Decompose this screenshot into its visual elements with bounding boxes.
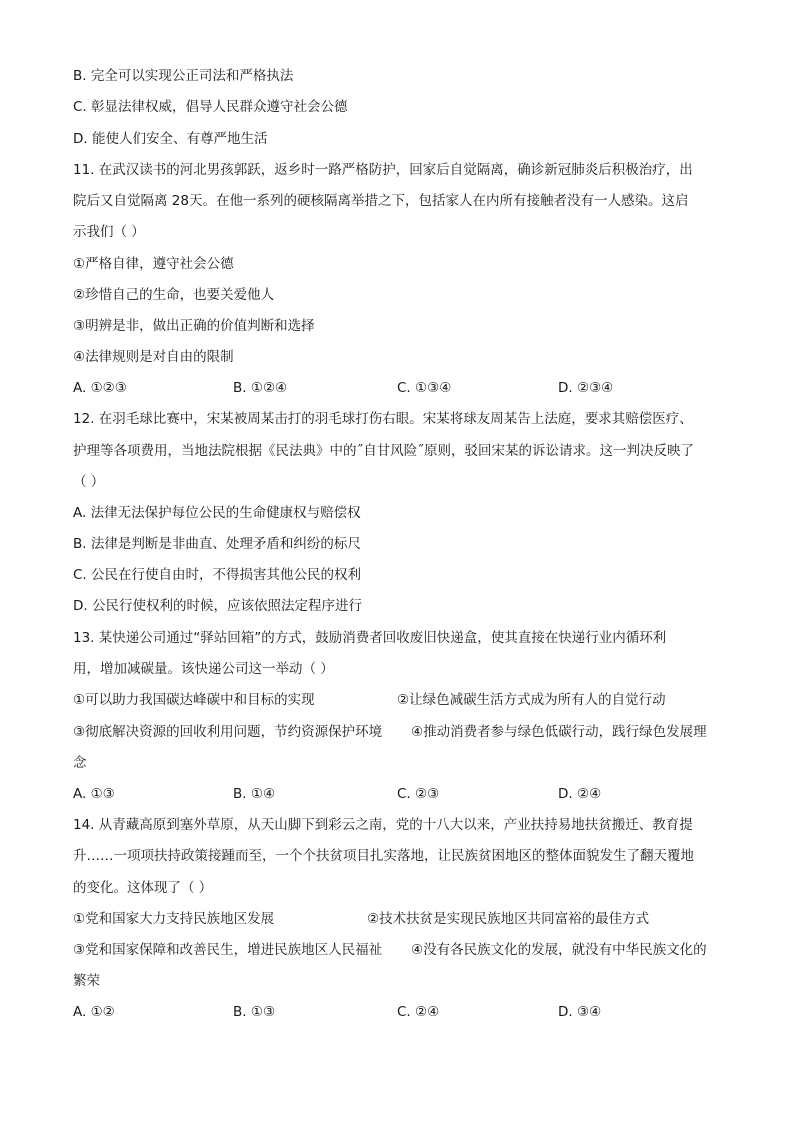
q13-options — [73, 784, 723, 804]
q13-stem-line-1: 13. 某快递公司通过“驿站回箱”的方式，鼓励消费者回收废旧快递盒，使其直接在快递行业内循环利 — [73, 630, 667, 646]
q14-stem-line-1: 14. 从青藏高原到塞外草原，从天山脚下到彩云之南，党的十八大以来，产业扶持易地扶贫搬迁、教育提 — [73, 817, 693, 833]
q11-option-c: C. ①③④ — [397, 380, 452, 396]
q14-statement-3: ③党和国家保障和改善民生，增进民族地区人民福祉 — [73, 942, 383, 958]
q10-option-b: B. 完全可以实现公正司法和严格执法 — [73, 68, 294, 84]
q13-statement-3: ③彻底解决资源的回收利用问题，节约资源保护环境 — [73, 724, 383, 740]
q14-options — [73, 1002, 723, 1022]
q14-statements-row-1 — [73, 909, 723, 929]
q14-stem-line-2: 升……一项项扶持政策接踵而至，一个个扶贫项目扎实落地，让民族贫困地区的整体面貌发生了翻天覆地 — [73, 848, 694, 864]
q13-statements-row-2 — [73, 722, 723, 742]
q14-statements-row-2 — [73, 940, 723, 960]
q11-options — [73, 378, 723, 398]
q14-option-d: D. ③④ — [558, 1004, 602, 1020]
q13-statement-1: ①可以助力我国碳达峰碳中和目标的实现 — [73, 692, 315, 708]
q13-option-d: D. ②④ — [558, 786, 602, 802]
q14-statement-2: ②技术扶贫是实现民族地区共同富裕的最佳方式 — [367, 911, 650, 927]
q14-option-b: B. ①③ — [233, 1004, 276, 1020]
q10-option-c: C. 彰显法律权威，倡导人民群众遵守社会公德 — [73, 99, 348, 115]
q12-option-b: B. 法律是判断是非曲直、处理矛盾和纠纷的标尺 — [73, 536, 361, 552]
q14-option-c: C. ②④ — [397, 1004, 440, 1020]
q14-statement-4-cont: 繁荣 — [73, 973, 100, 989]
q11-stem-line-3: 示我们（ ） — [73, 224, 145, 240]
q13-statements-row-1 — [73, 690, 723, 710]
q13-stem-line-2: 用，增加减碳量。该快递公司这一举动（ ） — [73, 661, 334, 677]
q12-option-a: A. 法律无法保护每位公民的生命健康权与赔偿权 — [73, 505, 361, 521]
q13-option-b: B. ①④ — [233, 786, 276, 802]
q13-statement-4: ④推动消费者参与绿色低碳行动，践行绿色发展理 — [411, 724, 707, 740]
q14-option-a: A. ①② — [73, 1004, 115, 1020]
q13-option-a: A. ①③ — [73, 786, 115, 802]
q10-option-d: D. 能使人们安全、有尊严地生活 — [73, 131, 268, 147]
q12-stem-line-3: （ ） — [73, 474, 105, 490]
q11-statement-2: ②珍惜自己的生命，也要关爱他人 — [73, 287, 275, 303]
q11-option-d: D. ②③④ — [558, 380, 614, 396]
q11-statement-3: ③明辨是非，做出正确的价值判断和选择 — [73, 318, 315, 334]
q11-statement-1: ①严格自律，遵守社会公德 — [73, 256, 234, 272]
q11-stem-line-1: 11. 在武汉读书的河北男孩郭跃，返乡时一路严格防护，回家后自觉隔离，确诊新冠肺炎后积极治疗，出 — [73, 162, 693, 178]
q14-stem-line-3: 的变化。这体现了（ ） — [73, 880, 213, 896]
q14-statement-1: ①党和国家大力支持民族地区发展 — [73, 911, 275, 927]
q12-stem-line-2: 护理等各项费用，当地法院根据《民法典》中的˝自甘风险˝原则，驳回宋某的诉讼请求。这一判决反映了 — [73, 443, 694, 459]
q11-option-a: A. ①②③ — [73, 380, 127, 396]
q13-statement-4-cont: 念 — [73, 755, 87, 771]
q14-statement-4: ④没有各民族文化的发展，就没有中华民族文化的 — [411, 942, 707, 958]
q12-stem-line-1: 12. 在羽毛球比赛中，宋某被周某击打的羽毛球打伤右眼。宋某将球友周某告上法庭，要求其赔偿医疗、 — [73, 411, 693, 427]
q11-stem-line-2: 院后又自觉隔离 28天。在他一系列的硬核隔离举措之下，包括家人在内所有接触者没有一人感染。这启 — [73, 193, 689, 209]
q13-statement-2: ②让绿色减碳生活方式成为所有人的自觉行动 — [397, 692, 666, 708]
q11-option-b: B. ①②④ — [233, 380, 288, 396]
q12-option-d: D. 公民行使权利的时候，应该依照法定程序进行 — [73, 598, 362, 614]
q11-statement-4: ④法律规则是对自由的限制 — [73, 349, 234, 365]
q13-option-c: C. ②③ — [397, 786, 440, 802]
q12-option-c: C. 公民在行使自由时，不得损害其他公民的权利 — [73, 567, 362, 583]
